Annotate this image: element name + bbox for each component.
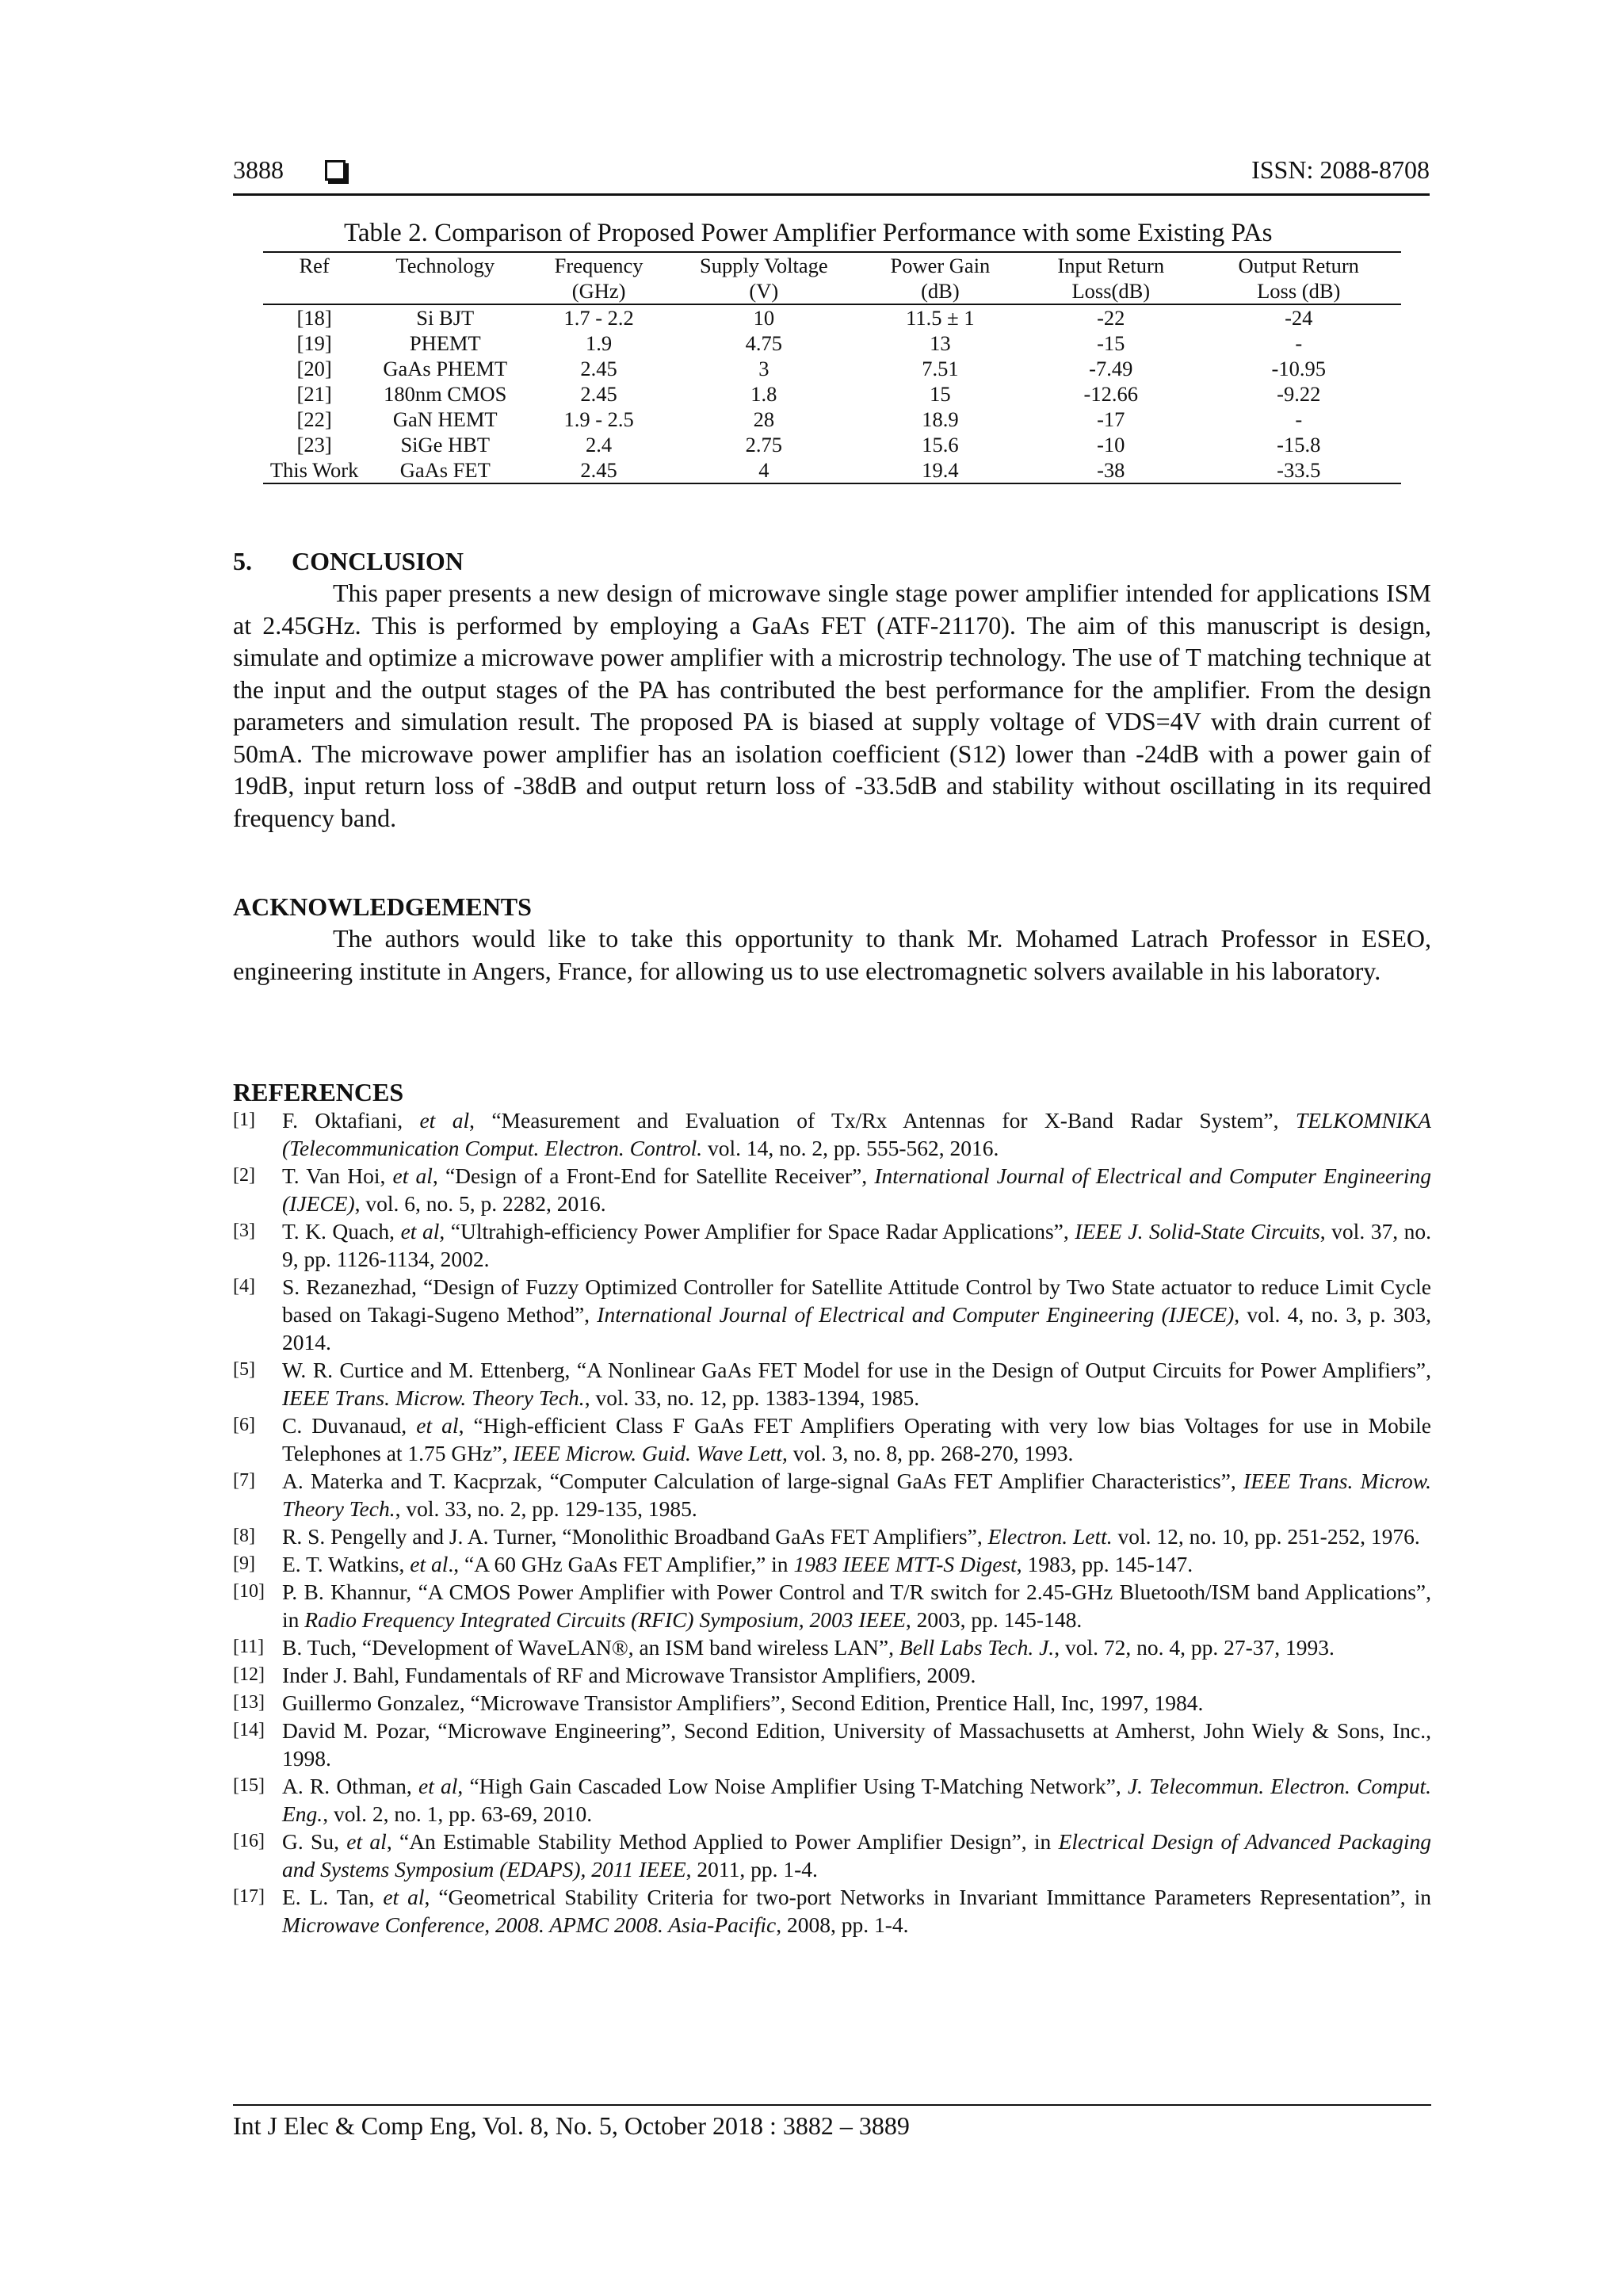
column-unit [263,278,365,304]
reference-part: E. L. Tan, [282,1885,384,1909]
reference-part: , vol. 6, no. 5, p. 2282, 2016. [354,1191,606,1216]
table-cell: GaN HEMT [392,407,498,431]
table-cell: -7.49 [1089,357,1133,380]
reference-italic-part: et al [383,1885,425,1909]
table-cell: [19] [296,331,332,355]
reference-part: W. R. Curtice and M. Ettenberg, “A Nonlinear GaAs FET Model for use in the Design of Output Circuits for Power Amplifiers”, [282,1358,1431,1382]
table-caption: Table 2. Comparison of Proposed Power Amplifier Performance with some Existing PAs [344,219,1273,247]
column-unit: (dB) [855,278,1025,304]
acknowledgements-heading: ACKNOWLEDGEMENTS [233,892,532,921]
table-cell: 10 [753,306,775,330]
reference-number: [7] [233,1470,255,1491]
table-cell: GaAs PHEMT [383,357,508,380]
reference-text [282,1578,1431,1633]
reference-text [282,1106,1431,1162]
reference-part: C. Duvanaud, [282,1413,417,1438]
reference-item [233,1633,1431,1661]
reference-italic-part: 1983 IEEE MTT-S Digest [793,1552,1017,1576]
reference-part: , vol. 2, no. 1, pp. 63-69, 2010. [323,1801,593,1826]
table-cell: 2.45 [580,382,617,406]
table-row [263,457,1401,483]
reference-part: A. R. Othman, [282,1774,418,1798]
reference-part: , vol. 37, no. 9, pp. 1126-1134, 2002. [282,1219,1431,1271]
reference-number: [3] [233,1221,255,1241]
reference-part: G. Su, [282,1829,347,1854]
reference-text [282,1828,1431,1883]
reference-part: , vol. 33, no. 12, pp. 1383-1394, 1985. [584,1385,920,1410]
table-cell: -10.95 [1271,357,1326,380]
table-cell: PHEMT [409,331,481,355]
reference-italic-part: et al [346,1829,387,1854]
reference-italic-part: et al [416,1413,459,1438]
reference-italic-part: TELKOMNIKA (Telecommunication Comput. Electron. Control. [282,1108,1431,1160]
reference-text [282,1689,1431,1717]
column-header: Technology [365,252,525,278]
reference-part: , 2003, pp. 145-148. [905,1607,1083,1632]
table-cell: [18] [296,306,332,330]
reference-item [233,1412,1431,1467]
reference-text [282,1273,1431,1356]
table-cell: 1.8 [750,382,777,406]
reference-part: , 2008, pp. 1-4. [776,1912,909,1937]
reference-part: E. T. Watkins, [282,1552,411,1576]
table-cell: 4.75 [745,331,782,355]
reference-italic-part: et al [410,1552,449,1576]
column-header: Input Return [1025,252,1196,278]
reference-number: [5] [233,1359,255,1380]
section-title: CONCLUSION [292,547,464,575]
reference-italic-part: Bell Labs Tech. J. [899,1635,1055,1660]
reference-number: [11] [233,1637,265,1657]
reference-item [233,1273,1431,1356]
comparison-table-wrap [263,251,1401,484]
reference-text [282,1217,1431,1273]
reference-part: vol. 3, no. 8, pp. 268-270, 1993. [787,1441,1074,1465]
reference-item [233,1106,1431,1162]
reference-part: T. K. Quach, [282,1219,401,1244]
reference-part: ., “A 60 GHz GaAs FET Amplifier,” in [448,1552,794,1576]
table-cell: 180nm CMOS [384,382,507,406]
reference-text [282,1633,1431,1661]
table-cell: 19.4 [855,457,1025,483]
reference-part: , “Ultrahigh-efficiency Power Amplifier for Space Radar Applications”, [439,1219,1075,1244]
reference-part: , 2011, pp. 1-4. [685,1857,818,1881]
table-row [263,381,1401,407]
table-cell: -15.8 [1277,433,1321,457]
table-cell: - [1295,407,1303,431]
reference-text [282,1717,1431,1772]
reference-italic-part: Electron. Lett. [987,1524,1113,1549]
reference-number: [17] [233,1886,265,1907]
reference-part: , “Design of a Front-End for Satellite Receiver”, [432,1163,875,1188]
column-header: Supply Voltage [673,252,855,278]
table-cell: - [1295,331,1303,355]
reference-part: , vol. 4, no. 3, p. 303, 2014. [282,1302,1431,1354]
comparison-table [263,251,1401,484]
table-cell: GaAs FET [365,457,525,483]
reference-part: , “High Gain Cascaded Low Noise Amplifier Using T-Matching Network”, [457,1774,1128,1798]
table-cell: [23] [296,433,332,457]
conclusion-paragraph: This paper presents a new design of microwave single stage power amplifier intended for applications ISM at 2.45GHz. This is performed by employing a GaAs FET (ATF-21170). The aim of this manuscript is design, simulate and optimize a microwave power amplifier with a microstrip technology. The use of T matching technique at the input and the output stages of the PA has contributed the best performance for the amplifier. From the design parameters and simulation result. The proposed PA is biased at supply voltage of VDS=4V with drain current of 50mA. The microwave power amplifier has an isolation coefficient (S12) lower than -24dB with a power gain of 19dB, input return loss of -38dB and output return loss of -33.5dB and stability without oscillating in its required frequency band. [233,579,1431,832]
reference-number: [9] [233,1553,255,1574]
footer-citation: Int J Elec & Comp Eng, Vol. 8, No. 5, October 2018 : 3882 – 3889 [233,2111,910,2140]
reference-text [282,1162,1431,1217]
reference-number: [10] [233,1581,265,1602]
reference-text [282,1356,1431,1412]
table-cell: 11.5 ± 1 [906,306,975,330]
reference-number: [1] [233,1110,255,1130]
reference-item [233,1717,1431,1772]
reference-part: , “An Estimable Stability Method Applied to Power Amplifier Design”, in [386,1829,1059,1854]
references-heading: REFERENCES [233,1078,404,1106]
table-cell: -10 [1097,433,1125,457]
reference-part: , vol. 72, no. 4, pp. 27-37, 1993. [1054,1635,1335,1660]
column-header: Power Gain [855,252,1025,278]
table-cell: 2.4 [586,433,613,457]
table-cell: 2.45 [525,457,673,483]
reference-part: T. Van Hoi, [282,1163,393,1188]
table-cell: [22] [296,407,332,431]
reference-item [233,1883,1431,1939]
table-row [263,356,1401,381]
reference-italic-part: IEEE Trans. Microw. Theory Tech. [282,1385,585,1410]
page-number: 3888 [233,155,284,184]
table-cell: 7.51 [922,357,959,380]
table-cell: 13 [930,331,951,355]
reference-part: P. B. Khannur, “A CMOS Power Amplifier with Power Control and T/R switch for 2.45-GHz Bluetooth/ISM band Applications”, in [282,1580,1431,1632]
table-cell: 15.6 [922,433,959,457]
reference-italic-part: et al [400,1219,440,1244]
reference-italic-part: IEEE Trans. Microw. Theory Tech. [282,1469,1431,1521]
reference-number: [16] [233,1831,265,1851]
table-row [263,407,1401,432]
reference-number: [6] [233,1415,255,1435]
table-cell: This Work [263,457,365,483]
header-rule [233,193,1430,196]
reference-italic-part: Electrical Design of Advanced Packaging and Systems Symposium (EDAPS), 2011 IEEE [282,1829,1432,1881]
table-cell: 1.9 [586,331,613,355]
table-body [263,304,1401,483]
reference-item [233,1550,1431,1578]
reference-text [282,1883,1431,1939]
table-cell: Si BJT [416,306,475,330]
column-unit: Loss (dB) [1196,278,1401,304]
reference-italic-part: Radio Frequency Integrated Circuits (RFIC) Symposium, 2003 IEEE [304,1607,906,1632]
reference-item [233,1356,1431,1412]
checkbox-symbol-icon [325,160,346,181]
reference-number: [14] [233,1720,265,1740]
reference-number: [13] [233,1692,265,1713]
table-cell: 4 [673,457,855,483]
reference-italic-part: et al [418,1774,458,1798]
reference-italic-part: International Journal of Electrical and Computer Engineering (IJECE) [597,1302,1235,1327]
table-cell: [20] [296,357,332,380]
reference-number: [4] [233,1276,255,1297]
acknowledgements-paragraph: The authors would like to take this opportunity to thank Mr. Mohamed Latrach Professor in ESEO, engineering institute in Angers, France, for allowing us to use electromagnetic solvers available in his laboratory. [233,924,1431,985]
reference-part: , “Measurement and Evaluation of Tx/Rx Antennas for X-Band Radar System”, [469,1108,1296,1133]
reference-part: F. Oktafiani, [282,1108,420,1133]
column-header: Output Return [1196,252,1401,278]
reference-item [233,1467,1431,1522]
reference-part: S. Rezanezhad, “Design of Fuzzy Optimized Controller for Satellite Attitude Control by Two State actuator to reduce Limit Cycle based on Takagi-Sugeno Method”, [282,1274,1431,1327]
column-header: Frequency [525,252,673,278]
reference-part: , vol. 33, no. 2, pp. 129-135, 1985. [395,1496,697,1521]
section-number: 5. [233,547,252,575]
column-header: Ref [263,252,365,278]
reference-part: vol. 12, no. 10, pp. 251-252, 1976. [1112,1524,1420,1549]
reference-number: [2] [233,1165,255,1186]
table-row [263,330,1401,356]
column-unit [365,278,525,304]
column-unit: (V) [673,278,855,304]
reference-italic-part: IEEE Microw. Guid. Wave Lett, [513,1441,788,1465]
table-row [263,432,1401,457]
reference-part: A. Materka and T. Kacprzak, “Computer Calculation of large-signal GaAs FET Amplifier Characteristics”, [282,1469,1244,1493]
reference-part: , “High-efficient Class F GaAs FET Amplifiers Operating with very low bias Voltages for use in Mobile Telephones at 1.75 GHz”, [282,1413,1431,1465]
reference-italic-part: et al [392,1163,433,1188]
table-cell: -22 [1097,306,1125,330]
reference-part: B. Tuch, “Development of WaveLAN®, an ISM band wireless LAN”, [282,1635,899,1660]
table-cell: -17 [1097,407,1125,431]
reference-item [233,1578,1431,1633]
reference-italic-part: International Journal of Electrical and Computer Engineering (IJECE) [282,1163,1431,1216]
table-cell: SiGe HBT [400,433,491,457]
column-unit: (GHz) [525,278,673,304]
reference-text [282,1661,1431,1689]
table-cell: -12.66 [1083,382,1138,406]
table-cell: -24 [1285,306,1313,330]
reference-item [233,1828,1431,1883]
table-cell: 2.75 [745,433,782,457]
reference-item [233,1689,1431,1717]
table-cell: 3 [758,357,769,380]
table-header-row [263,252,1401,278]
reference-text [282,1550,1431,1578]
reference-text [282,1467,1431,1522]
table-row [263,304,1401,330]
table-cell: 2.45 [580,357,617,380]
reference-number: [12] [233,1664,265,1685]
reference-item [233,1522,1431,1550]
reference-item [233,1217,1431,1273]
reference-italic-part: J. Telecommun. Electron. Comput. Eng. [282,1774,1431,1826]
reference-italic-part: Microwave Conference, 2008. APMC 2008. Asia-Pacific [282,1912,777,1937]
table-cell: 18.9 [922,407,959,431]
reference-part: , “Geometrical Stability Criteria for two-port Networks in Invariant Immittance Parameters Representation”, in [424,1885,1431,1909]
reference-part: Guillermo Gonzalez, “Microwave Transistor Amplifiers”, Second Edition, Prentice Hall, Inc, 1997, 1984. [282,1690,1204,1715]
reference-text [282,1522,1431,1550]
table-cell: [21] [296,382,332,406]
reference-number: [15] [233,1775,265,1796]
table-header-units-row [263,278,1401,304]
table-cell: -9.22 [1277,382,1321,406]
table-cell: 1.9 - 2.5 [563,407,634,431]
reference-italic-part: et al [419,1108,470,1133]
reference-part: R. S. Pengelly and J. A. Turner, “Monolithic Broadband GaAs FET Amplifiers”, [282,1524,988,1549]
table-cell: 15 [930,382,951,406]
reference-part: vol. 14, no. 2, pp. 555-562, 2016. [702,1136,999,1160]
reference-item [233,1661,1431,1689]
reference-part: Inder J. Bahl, Fundamentals of RF and Microwave Transistor Amplifiers, 2009. [282,1663,976,1687]
table-cell: -33.5 [1196,457,1401,483]
reference-part: David M. Pozar, “Microwave Engineering”, Second Edition, University of Massachusetts at Amherst, John Wiely & Sons, Inc., 1998. [282,1718,1431,1771]
reference-text [282,1412,1431,1467]
reference-italic-part: IEEE J. Solid-State Circuits [1075,1219,1320,1244]
references-list [233,1106,1431,1939]
reference-part: , 1983, pp. 145-147. [1016,1552,1193,1576]
reference-item [233,1772,1431,1828]
table-cell: 1.7 - 2.2 [563,306,634,330]
footer-rule [233,2104,1431,2106]
conclusion-heading [233,547,464,576]
issn-label: ISSN: 2088-8708 [1251,155,1430,184]
table-cell: -38 [1025,457,1196,483]
table-cell: -15 [1097,331,1125,355]
reference-item [233,1162,1431,1217]
reference-text [282,1772,1431,1828]
table-cell: 28 [753,407,775,431]
column-unit: Loss(dB) [1025,278,1196,304]
reference-number: [8] [233,1526,255,1546]
